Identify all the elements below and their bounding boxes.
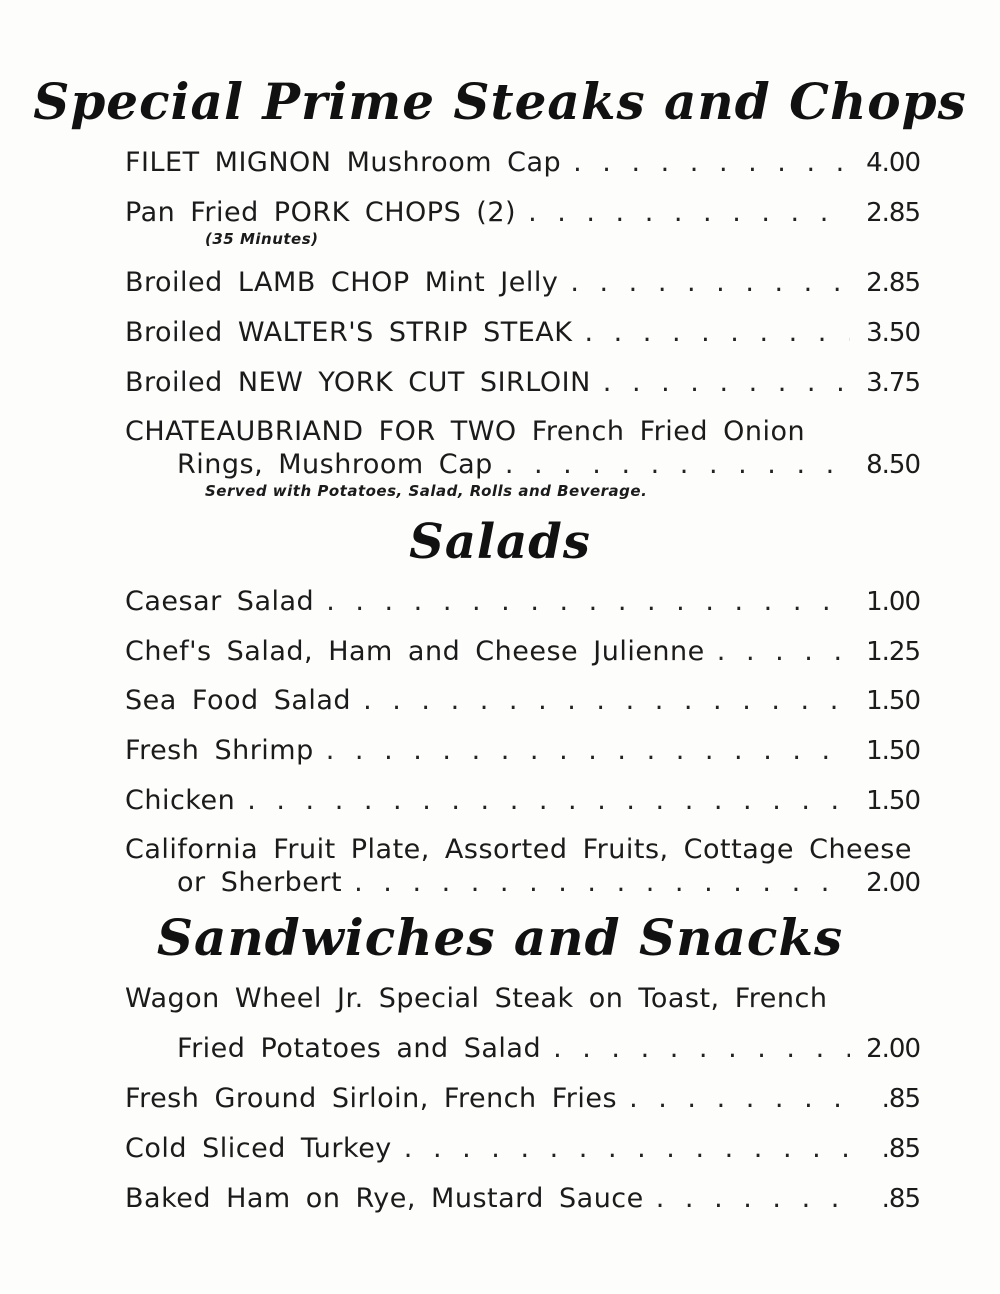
section-title-sandwiches: Sandwiches and Snacks (156, 908, 844, 967)
dot-leader (717, 635, 850, 669)
item-note: Served with Potatoes, Salad, Rolls and Beverage. (205, 482, 648, 500)
item-price: 3.75 (866, 368, 920, 398)
item-name: Chef's Salad, Ham and Cheese Julienne (125, 636, 705, 667)
menu-item (125, 1132, 920, 1166)
item-name-line1: CHATEAUBRIAND FOR TWO French Fried Onion (125, 416, 806, 447)
item-price: 2.85 (866, 198, 920, 228)
item-price: 4.00 (866, 148, 920, 178)
item-name: Rings, Mushroom Cap (177, 449, 493, 480)
item-name: Sea Food Salad (125, 685, 352, 716)
item-price: 1.50 (866, 786, 920, 816)
menu-item (125, 266, 920, 300)
dot-leader (584, 316, 850, 350)
item-name: Baked Ham on Rye, Mustard Sauce (125, 1183, 644, 1214)
item-price: 1.25 (866, 637, 920, 667)
item-name: Pan Fried PORK CHOPS (2) (125, 197, 517, 228)
dot-leader (553, 1032, 850, 1066)
dot-leader (354, 866, 850, 900)
menu-item (125, 734, 920, 768)
menu-item (125, 684, 920, 718)
item-price: 1.50 (866, 686, 920, 716)
dot-leader (363, 684, 850, 718)
item-price: .85 (881, 1184, 920, 1214)
menu-item (125, 834, 920, 900)
item-name: Fried Potatoes and Salad (177, 1033, 542, 1064)
item-price: .85 (881, 1134, 920, 1164)
item-name: Cold Sliced Turkey (125, 1133, 392, 1164)
menu-item (125, 585, 920, 619)
dot-leader (247, 784, 850, 818)
menu-item (125, 784, 920, 818)
item-price: 2.00 (866, 1034, 920, 1064)
dot-leader (326, 734, 850, 768)
menu-item (125, 146, 920, 180)
item-name: Fresh Ground Sirloin, French Fries (125, 1083, 618, 1114)
item-name: Broiled NEW YORK CUT SIRLOIN (125, 367, 591, 398)
dot-leader (505, 448, 850, 482)
dot-leader (629, 1082, 850, 1116)
menu-item (125, 1082, 920, 1116)
menu-item (125, 635, 920, 669)
item-price: 1.50 (866, 736, 920, 766)
item-note: (35 Minutes) (205, 230, 319, 248)
item-price: .85 (881, 1084, 920, 1114)
menu-item (125, 416, 920, 500)
item-name: Broiled WALTER'S STRIP STEAK (125, 317, 573, 348)
item-name: FILET MIGNON Mushroom Cap (125, 147, 562, 178)
dot-leader (528, 196, 850, 230)
dot-leader (404, 1132, 850, 1166)
item-price: 3.50 (866, 318, 920, 348)
dot-leader (656, 1182, 850, 1216)
menu-item (125, 982, 920, 1066)
menu-item (125, 196, 920, 248)
item-price: 2.85 (866, 268, 920, 298)
item-name-line1: Wagon Wheel Jr. Special Steak on Toast, French (125, 983, 828, 1014)
section-title-salads: Salads (409, 514, 591, 570)
item-name: Chicken (125, 785, 236, 816)
item-name: Broiled LAMB CHOP Mint Jelly (125, 267, 559, 298)
menu-item (125, 1182, 920, 1216)
item-name: or Sherbert (177, 867, 343, 898)
item-price: 8.50 (866, 450, 920, 480)
menu-item (125, 316, 920, 350)
item-name: Caesar Salad (125, 586, 315, 617)
dot-leader (603, 366, 850, 400)
menu-item (125, 366, 920, 400)
dot-leader (326, 585, 850, 619)
item-price: 1.00 (866, 587, 920, 617)
dot-leader (570, 266, 850, 300)
item-name: Fresh Shrimp (125, 735, 314, 766)
dot-leader (573, 146, 850, 180)
section-title-steaks: Special Prime Steaks and Chops (33, 72, 967, 131)
item-name-line1: California Fruit Plate, Assorted Fruits, Cottage Cheese (125, 834, 912, 865)
item-price: 2.00 (866, 868, 920, 898)
